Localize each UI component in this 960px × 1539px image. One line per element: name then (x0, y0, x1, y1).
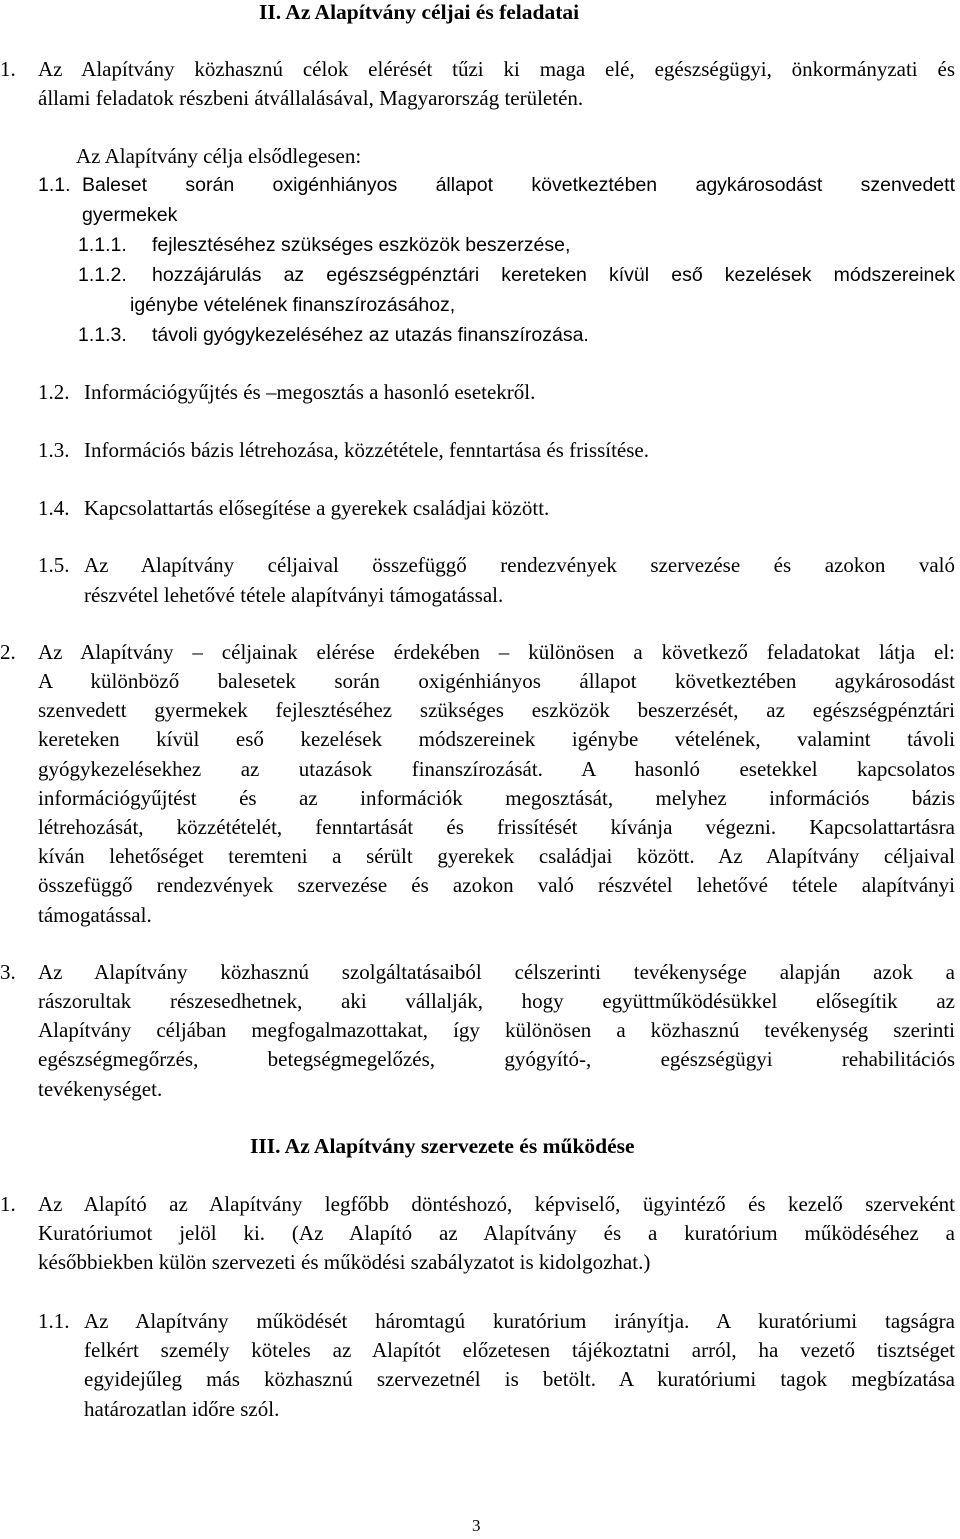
item-1-1-line1: Baleset során oxigénhiányos állapot következtében agykárosodást szenvedett (82, 174, 955, 196)
item-1-4-text: Kapcsolattartás elősegítése a gyerekek családjai között. (84, 496, 550, 520)
section-ii-p2-line: A különböző balesetek során oxigénhiányos állapot következtében agykárosodást (38, 669, 955, 693)
section-ii-p3-line: Alapítvány céljában megfogalmazottakat, így különösen a közhasznú tevékenység szerinti (38, 1018, 955, 1042)
section-ii-p2-last-line: támogatással. (38, 903, 152, 927)
section-iii-p1-line: Kuratóriumot jelöl ki. (Az Alapító az Alapítvány és a kuratórium működéséhez a (38, 1221, 955, 1245)
goal-intro: Az Alapítvány célja elsődlegesen: (76, 144, 362, 168)
section-iii-p1-number: 1. (0, 1192, 16, 1216)
item-1-3-number: 1.3. (38, 438, 70, 462)
item-1-3-text: Információs bázis létrehozása, közzététele, fenntartása és frissítése. (84, 438, 649, 462)
item-1-1-2-number: 1.1.2. (78, 264, 127, 286)
item-1-1-3-text: távoli gyógykezeléséhez az utazás finanszírozása. (152, 324, 589, 346)
section-ii-p2-line: kereteken kívül eső kezelések módszereinek igénybe vételének, valamint távoli (38, 727, 955, 751)
item-1-1-2-line2: igénybe vételének finanszírozásához, (130, 294, 456, 316)
item-1-4-number: 1.4. (38, 496, 70, 520)
item-1-5-number: 1.5. (38, 553, 70, 577)
section-iii-p1-1-first-line: Az Alapítvány működését háromtagú kuratórium irányítja. A kuratóriumi tagságra (84, 1309, 955, 1333)
section-ii-p3-last-line: tevékenységet. (38, 1077, 163, 1101)
section-ii-p3-number: 3. (0, 960, 16, 984)
item-1-2-number: 1.2. (38, 380, 70, 404)
section-ii-p2-line: szenvedett gyermekek fejlesztéséhez szükséges eszközök beszerzését, az egészségpénztári (38, 698, 955, 722)
section-ii-p1-line1: Az Alapítvány közhasznú célok elérését tűzi ki maga elé, egészségügyi, önkormányzati és (38, 57, 955, 81)
section-iii-p1-last-line: későbbiekben külön szervezeti és működési szabályzatot is kidolgozhat.) (38, 1250, 651, 1274)
section-ii-p3-line: rászorultak részesedhetnek, aki vállalják, hogy együttműködésükkel elősegítik az (38, 989, 955, 1013)
section-iii-p1-1-line: felkért személy köteles az Alapítót előzetesen tájékoztatni arról, ha vezető tisztséget (84, 1338, 955, 1362)
section-iii-p1-1-last-line: határozatlan időre szól. (84, 1397, 280, 1421)
section-ii-p2-number: 2. (0, 640, 16, 664)
section-ii-p1-number: 1. (0, 57, 16, 81)
section-ii-p1-line2: állami feladatok részbeni átvállalásával, Magyarország területén. (38, 86, 584, 110)
section-ii-p2-line: Az Alapítvány – céljainak elérése érdekében – különösen a következő feladatokat látja el: (38, 640, 955, 664)
section-ii-p2-line: gyógykezelésekhez az utazások finanszírozását. A hasonló esetekkel kapcsolatos (38, 757, 955, 781)
section-ii-p2-line: létrehozását, közzétételét, fenntartását és frissítését kívánja végezni. Kapcsolattartásra (38, 815, 955, 839)
item-1-1-line2: gyermekek (82, 204, 178, 226)
section-ii-title: II. Az Alapítvány céljai és feladatai (259, 0, 580, 24)
page-number: 3 (472, 1516, 481, 1535)
section-iii-p1-1-number: 1.1. (38, 1309, 70, 1333)
section-iii-title: III. Az Alapítvány szervezete és működése (250, 1134, 635, 1158)
item-1-1-2-line1: hozzájárulás az egészségpénztári kereteken kívül eső kezelések módszereinek (152, 264, 955, 286)
item-1-1-1-number: 1.1.1. (78, 234, 127, 256)
item-1-5-line2: részvétel lehetővé tétele alapítványi támogatással. (84, 583, 504, 607)
section-ii-p2-line: információgyűjtést és az információk megosztását, melyhez információs bázis (38, 786, 955, 810)
section-ii-p2-line: összefüggő rendezvények szervezése és azokon való részvétel lehetővé tétele alapítványi (38, 873, 955, 897)
section-iii-p1-line: Az Alapító az Alapítvány legfőbb döntéshozó, képviselő, ügyintéző és kezelő szerveként (38, 1192, 955, 1216)
section-ii-p3-line: egészségmegőrzés, betegségmegelőzés, gyógyító-, egészségügyi rehabilitációs (38, 1047, 955, 1071)
item-1-2-text: Információgyűjtés és –megosztás a hasonló esetekről. (84, 380, 536, 404)
item-1-5-line1: Az Alapítvány céljaival összefüggő rendezvények szervezése és azokon való (84, 553, 955, 577)
item-1-1-3-number: 1.1.3. (78, 324, 127, 346)
section-iii-p1-1-line: egyidejűleg más közhasznú szervezetnél is betölt. A kuratóriumi tagok megbízatása (84, 1367, 955, 1391)
section-ii-p3-line: Az Alapítvány közhasznú szolgáltatásaiból célszerinti tevékenysége alapján azok a (38, 960, 955, 984)
item-1-1-number: 1.1. (38, 174, 71, 196)
section-ii-p2-line: kíván lehetőséget teremteni a sérült gyerekek családjai között. Az Alapítvány céljaival (38, 844, 955, 868)
item-1-1-1-text: fejlesztéséhez szükséges eszközök beszerzése, (152, 234, 571, 256)
